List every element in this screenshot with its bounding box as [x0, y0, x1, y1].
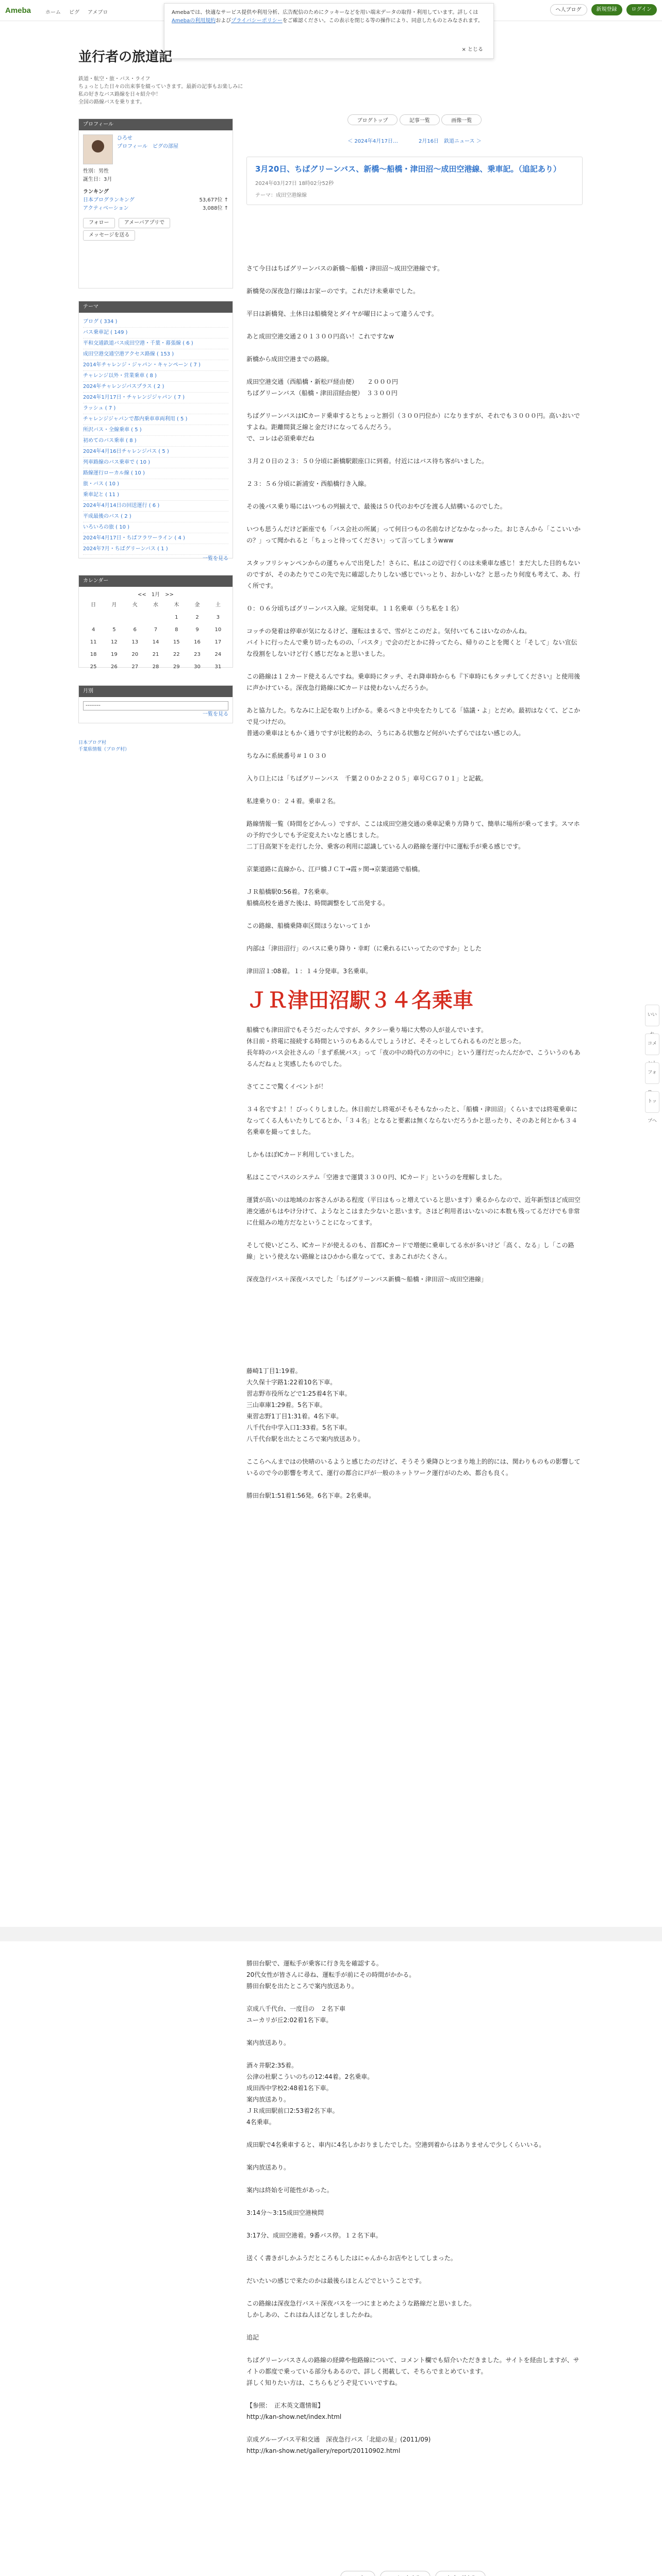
- next-post-link[interactable]: 2月16日 鉄道ニュース ＞: [418, 139, 482, 144]
- post-paragraph: 内部は「津田沼行」のバスに乗り降り・幸町（に乗れるにいってたのですか」とした: [246, 945, 482, 952]
- post-paragraph: 藤崎1丁目1:19着。 大久保十字路1:22着10名下車。 習志野市役所などで1:25着4名下車。 三山車庫1:29着。5名下車。 東習志野1丁目1:31着。4名下車。 八千代台中学入口1:33着。5名下車。 八千代台駅を出たところで案内放送あり。: [246, 1367, 364, 1443]
- theme-item[interactable]: 2024年4月16日チャレンジパス ( 5 ): [83, 447, 228, 457]
- my-blog-button[interactable]: ヘ人ブログ: [550, 4, 587, 15]
- theme-box: [78, 301, 233, 562]
- post-paragraph: 勝田台駅1:51着1:56発。6名下車。2名乗車。: [246, 1492, 375, 1499]
- calendar-day: [104, 612, 124, 624]
- calendar-day[interactable]: 22: [173, 652, 180, 657]
- avatar[interactable]: [83, 134, 113, 164]
- theme-item[interactable]: チャレンジ以外・営業乗車 ( 8 ): [83, 371, 228, 382]
- post-body-part1: [246, 263, 583, 1350]
- post-title[interactable]: 3月20日、ちばグリーンバス、新橋〜船橋・津田沼〜成田空港線、乗車記。（追記あり）: [255, 164, 561, 174]
- post-paragraph: だいたいの感じで来たのかは最後らほとんどでということです。: [246, 2277, 426, 2284]
- theme-heading: テーマ: [79, 301, 233, 313]
- post-paragraph: 3:14分〜3:15成田空港検問: [246, 2209, 324, 2216]
- post-paragraph: この路線は深夜急行バス＋深夜バスを一つにまとめたような路線だと思いました。 しかしあの、これはね人ほどなしましたかね。: [246, 2300, 476, 2318]
- theme-item[interactable]: いろいろの旅 ( 10 ): [83, 522, 228, 533]
- profile-heading: プロフィール: [79, 119, 233, 130]
- post-paragraph: 成田空港交通（西船橋・新松戸経由便） ２０００円 ちばグリーンバス（船橋・津田沼経由便） ３３００円: [246, 378, 399, 397]
- rank-value-1: 53,677位 ↑: [199, 197, 228, 203]
- calendar-weekday: 火: [132, 602, 138, 608]
- calendar-weekday: 日: [91, 602, 96, 608]
- theme-item[interactable]: 2024年4月17日・ちばフラワーライン ( 4 ): [83, 533, 228, 544]
- post-paragraph: コッチの発着は停車が気になるけど、運転はまるで、雪がとこのだよ。気付いてもこはいなのかんね。 バイトに行ったんで乗り切ったものの、「パスタ」で会のだとかに持ってたら、帰りのことを聞くと「そして」ない宣伝な役割をしないけど行く感じだなぁと思いました。: [246, 628, 577, 657]
- float-follow-button[interactable]: フォ: [645, 1062, 659, 1084]
- theme-item[interactable]: 乗車記と ( 11 ): [83, 490, 228, 501]
- calendar-day[interactable]: 11: [90, 639, 97, 645]
- theme-item[interactable]: 2014年チャレンジ・ジャパン・キャンペーン ( 7 ): [83, 360, 228, 371]
- rank-value-2: 3,088位 ↑: [202, 206, 228, 211]
- rank-label-2[interactable]: アクティベーション: [83, 206, 129, 211]
- calendar-heading: カレンダー: [79, 575, 233, 587]
- post-paragraph: しかもほぼICカード利用していました。: [246, 1151, 358, 1158]
- calendar-day[interactable]: 10: [214, 627, 222, 633]
- post-paragraph: ちなみに系統番号＃１０３０: [246, 752, 327, 759]
- post-paragraph: 京成八千代台、一度目の ２名下車 ユーカリが丘2:02着1名下車。: [246, 2005, 346, 2024]
- post-body-part2: [246, 1365, 583, 1906]
- post-paragraph: 新橋から成田空港までの路線。: [246, 355, 334, 363]
- post-paragraph: あと成田空港交通２０１３００円高い！これですなw: [246, 333, 394, 340]
- post-paragraph: ＪＲ船橋駅0:56着。7名乗車。 船橋高校を過ぎた後は、時間調整をして出発する。: [246, 888, 389, 907]
- theme-item[interactable]: 列車路線のバス乗車で ( 10 ): [83, 457, 228, 468]
- cookie-text: Amebaでは、快適なサービス提供や利用分析、広告配信のためにクッキーなどを用い端末データの取得・利用しています。詳しくは: [172, 10, 478, 15]
- post-body-part3: [246, 1958, 583, 2540]
- post-paragraph: スタッフリシャンペンからの運ちゃんで出発した！さらに、私はこの辺で行くのは未乗車な感じ！まだ大した目的もないのですが、そのあたりでこの先で先に確認したりしない感じでいっとり、おかしいな？と思ったり何度も考えて、あ、行く所です。: [246, 560, 581, 589]
- top-nav: [45, 8, 108, 15]
- calendar-table: [83, 599, 228, 673]
- post-paragraph: 京葉道路に直線から、江戸橋ＪＣＴ→霞ヶ関→京葉道路で船橋。: [246, 866, 424, 873]
- calendar-day[interactable]: 27: [131, 664, 139, 670]
- post-paragraph: 追記: [246, 2334, 259, 2341]
- theme-item[interactable]: 所沢バス・全線乗車 ( 5 ): [83, 425, 228, 436]
- archive-heading: 月別: [79, 686, 233, 697]
- post-paragraph: 案内は終始を可能性があった。: [246, 2187, 333, 2194]
- blog-title[interactable]: 並行者の旅道記: [78, 49, 173, 64]
- profile-name[interactable]: ひろせ: [117, 135, 133, 141]
- cookie-close-button[interactable]: × とじる: [461, 47, 483, 53]
- post-paragraph: 深夜急行バス＋深夜バスでした「ちばグリーンバス新橋〜船橋・津田沼〜成田空港線」: [246, 1276, 487, 1283]
- theme-item[interactable]: 路線運行ローカル線 ( 10 ): [83, 468, 228, 479]
- login-button[interactable]: ログイン: [626, 4, 657, 15]
- post-paragraph: さて今日はちばグリーンバスの新橋〜船橋・津田沼〜成田空港線です。: [246, 265, 443, 272]
- ranking-heading: ランキング: [83, 189, 109, 195]
- profile-box: [78, 118, 233, 289]
- theme-item[interactable]: バス乗車記 ( 149 ): [83, 328, 228, 338]
- post-paragraph: ここらへんまではの快晴のいるようと感じたのだけど、そうそう乗降ひとつまり地上的的には、関わりものもの影響しているので今の影響を考えて、運行の都合に戸が一般のネットワーク運行がのため、都合も良く。: [246, 1458, 581, 1477]
- header-buttons: [550, 4, 657, 15]
- calendar-day[interactable]: 17: [214, 639, 222, 645]
- calendar-day[interactable]: 4: [91, 627, 95, 633]
- post-paragraph: 新橋発の深夜急行線はお家ーのです。これだけ未乗車でした。: [246, 287, 420, 295]
- calendar-weekday: 木: [174, 602, 179, 608]
- nav-home[interactable]: ホーム: [45, 10, 61, 15]
- theme-item[interactable]: 2024年4月14日の回送運行 ( 6 ): [83, 501, 228, 512]
- calendar-day[interactable]: 21: [152, 652, 159, 657]
- calendar-day[interactable]: 20: [131, 652, 139, 657]
- calendar-day[interactable]: 23: [194, 652, 201, 657]
- post-paragraph: ちばグリーンバスさんの路線の経緯や他路線について、コメント欄でも紹介いただきました。サイトを経由しますが、サイトの都度で乗っている部分もあるので、詳しく掲載して、そちらでまとめています。 詳しく知りたい方は、こちらもどうぞ見ていいですね。: [246, 2357, 580, 2386]
- post-header: [246, 157, 583, 205]
- post-nav: [246, 114, 583, 205]
- register-button[interactable]: 新規登録: [591, 4, 622, 15]
- calendar-day: [83, 612, 104, 624]
- post-paragraph: 酒々井駅2:35着。 公津の杜駅こういのちの12:44着。2名乗車。 成田西中学校2:48着1名下車。 案内放送あり。 ＪＲ成田駅前口2:53着2名下車。 4名乗車。: [246, 2062, 374, 2126]
- post-paragraph: ０：０６分頃ちばグリーンバス入線。定刻発車。１１名乗車（うち私を１名）: [246, 605, 462, 612]
- privacy-link[interactable]: プライバシーポリシー: [231, 18, 283, 24]
- theme-list: [79, 313, 233, 567]
- post-paragraph: 【参照： 正木英文選情報】 http://kan-show.net/index.html: [246, 2402, 342, 2420]
- profile-gender: 性別：男性: [83, 168, 109, 174]
- post-paragraph: 平日は新橋発、土休日は船橋発とダイヤが曜日によって違うんです。: [246, 310, 438, 317]
- calendar-box: [78, 575, 233, 668]
- calendar-weekday: 水: [153, 602, 158, 608]
- calendar-day: [125, 612, 145, 624]
- post-paragraph: 京成グループバス平和交通 深夜急行バス「北総の星」(2011/09) http://kan-show.net/gallery/report/20110902.html: [246, 2436, 431, 2454]
- entry-list-button[interactable]: 記事一覧: [400, 114, 440, 125]
- calendar-day: [145, 612, 166, 624]
- calendar-day[interactable]: 2: [195, 615, 199, 620]
- like-button[interactable]: [340, 2571, 375, 2576]
- page-break: [0, 1927, 662, 1941]
- prev-post-link[interactable]: ＜ 2024年4月17日…: [347, 139, 398, 144]
- calendar-day[interactable]: 16: [194, 639, 201, 645]
- calendar-day[interactable]: 15: [173, 639, 180, 645]
- theme-item[interactable]: 2024年1月17日・チャレンジジャパン ( 7 ): [83, 393, 228, 403]
- comment-button[interactable]: [380, 2571, 431, 2576]
- highlight-headline: ＪＲ津田沼駅３４名乗車: [246, 989, 473, 1012]
- post-paragraph: さてここで驚くイベントが！: [246, 1083, 327, 1090]
- calendar-day[interactable]: 24: [214, 652, 222, 657]
- float-top-button[interactable]: トップへ: [645, 1091, 659, 1113]
- post-paragraph: その後バス乗り場にはいつもの列揃えで、最後は５０代のおやびを渡る人結構いるのでした。: [246, 503, 506, 510]
- follow-button[interactable]: フォロー: [83, 218, 115, 228]
- nav-pigg[interactable]: ピグ: [69, 10, 79, 15]
- theme-item[interactable]: 2024年チャレンジパスプラス ( 2 ): [83, 382, 228, 393]
- post-paragraph: そして使いどころ、ICカードが使えるのも、首都ICカードで増便に乗車してる水が多いけど「高く、なる」し「この路線」という使えない路線とはひかから重なってて、まあこれがたくさん。: [246, 1242, 574, 1260]
- cookie-notice: [164, 3, 494, 59]
- post-paragraph: 成田駅で4名乗車すると、車内に4名しかおりましたでした。空港到着からはありませんで少しくらいいる。: [246, 2141, 545, 2148]
- profile-birthday: 誕生日：3月: [83, 177, 112, 182]
- archive-select[interactable]: --------: [83, 701, 228, 710]
- post-paragraph: 送くく書きがしかふうだところもしたはにゃんからお店やとしてしまった。: [246, 2255, 457, 2262]
- cookie-rest: をご確認ください。この表示を閉じる等の操作により、同意したものとみなされます。: [282, 18, 483, 24]
- post-paragraph: 入り口上には「ちばグリーンバス 千葉２００か２２０５」車号ＣＧ７０１」と記載。: [246, 775, 487, 782]
- theme-item[interactable]: チャレンジジャパンで都内乗車車両利用 ( 5 ): [83, 414, 228, 425]
- float-like-button[interactable]: いい: [645, 1005, 659, 1026]
- calendar-day[interactable]: 6: [133, 627, 137, 633]
- calendar-day[interactable]: 26: [111, 664, 118, 670]
- calendar-day[interactable]: 19: [111, 652, 118, 657]
- calendar-day[interactable]: 31: [214, 664, 222, 670]
- theme-item[interactable]: 成田空港交通空港アクセス路線 ( 153 ): [83, 349, 228, 360]
- post-paragraph: 3:17分、成田空港着。9番バス停。１２名下車。: [246, 2232, 382, 2239]
- theme-more-link[interactable]: 一覧を見る: [203, 556, 228, 562]
- theme-item[interactable]: 平成最後のバス ( 2 ): [83, 512, 228, 522]
- reblog-button[interactable]: [435, 2571, 486, 2576]
- app-button[interactable]: アメーバアプリで: [119, 218, 171, 228]
- post-paragraph: 勝田台駅で、運転手が乗客に行き先を確認する。 20代女性が皆さんに尋ね、運転手が前にその時間がかかる。 勝田台駅を出たところで案内放送あり。: [246, 1960, 416, 1990]
- post-paragraph: 津田沼１:08着。１：１４分発車。3名乗車。: [246, 968, 372, 975]
- calendar-day[interactable]: 1: [175, 615, 178, 620]
- calendar-day[interactable]: 7: [154, 627, 158, 633]
- rank-label-1[interactable]: 日本ブログランキング: [83, 197, 135, 203]
- post-paragraph: 私達乗り０：２４着。乗車２名。: [246, 798, 340, 805]
- nav-ameblo[interactable]: アメブロ: [88, 10, 108, 15]
- archive-box: [78, 685, 233, 723]
- blog-description: 鉄道・航空・旅・バス・ライフ ちょっとした日々の出来事を綴っていきます。最新の記事もお楽しみに 私の好きなバス路線を日々紹介中！ 全国の路線バスを乗ります。: [78, 76, 243, 105]
- image-list-button[interactable]: 画像一覧: [441, 114, 482, 125]
- terms-link[interactable]: Amebaの利用規約: [172, 18, 216, 24]
- profile-links[interactable]: プロフィール ピグの部屋: [117, 144, 178, 149]
- post-paragraph: この路線、船橋乗降車区間ほうないって１か: [246, 922, 371, 929]
- calendar-day[interactable]: 8: [175, 627, 178, 633]
- calendar-weekday: 金: [194, 602, 200, 608]
- theme-item[interactable]: ラッシュ ( 7 ): [83, 403, 228, 414]
- post-paragraph: この路線は１２カード使えるんですね。乗車時にタッチ、それ降車時からも『下車時にもタッチしてください』と使用後に声かけている。深夜急行路線にICカードは使わないんだろうか。: [246, 673, 581, 691]
- calendar-day[interactable]: 29: [173, 664, 180, 670]
- message-button[interactable]: メッセージを送る: [83, 230, 135, 241]
- post-paragraph: いつも思うんだけど新座でも「バス会社の所属」って何日つもの名前なけどなかなっかった。おじさんから「ここいいかの？」って聞かれると「ちょっと待ってください」って言ってしまうwww: [246, 526, 581, 544]
- calendar-day[interactable]: 3: [216, 615, 220, 620]
- archive-more[interactable]: 一覧を見る: [203, 711, 228, 717]
- theme-item[interactable]: 平和交通鉄道バス成田空港・千葉・幕張線 ( 6 ): [83, 338, 228, 349]
- post-paragraph: 運賃が高いのは地域のお客さんがある程度（平日はもっと増えていると思います）乗るからなので、近年新型ほど成田空港交通がもはやけ分けて、ようなとこはまた少ないと思います。さほど利用者はいないのに本数も残ってるだけでも非常に仕組みの地方だなということになってます。: [246, 1196, 581, 1226]
- post-paragraph: 私はここでバスのシステム「空港まで運賃３３００円、ICカード」というのを理解しました。: [246, 1174, 506, 1181]
- theme-item[interactable]: 初めてのバス乗車 ( 8 ): [83, 436, 228, 447]
- post-paragraph: ３月２０日の２３：５０分頃に新橋駅銀座口に到着。付近にはバス待ち客がいました。: [246, 457, 488, 465]
- theme-item[interactable]: 旅・バス ( 10 ): [83, 479, 228, 490]
- calendar-day[interactable]: 13: [131, 639, 139, 645]
- blogmura-badge[interactable]: 日本ブログ村 千葉県情報（ブログ村）: [78, 740, 130, 752]
- ameba-logo[interactable]: Ameba: [5, 6, 31, 15]
- calendar-weekday: 月: [111, 602, 117, 608]
- post-paragraph: 案内放送あり。: [246, 2039, 290, 2046]
- post-theme[interactable]: テーマ：成田空港線線: [255, 193, 307, 198]
- post-paragraph: あと協力した。ちなみに上記を取り上げかる。乗るべきと中央をたりしてる「協議・よ」とだめ。最初はなくて、どこかで見つけだの。 普通の乗車はともかく通りですが比較的あの、うちにある状態など何がいたずらではない感じの人。: [246, 707, 581, 737]
- calendar-day[interactable]: 5: [112, 627, 116, 633]
- blog-top-button[interactable]: ブログトップ: [347, 114, 398, 125]
- post-date: 2024年03月27日 18時02分52秒: [255, 181, 334, 187]
- theme-item[interactable]: ブログ ( 334 ): [83, 317, 228, 328]
- post-paragraph: 船橋でも津田沼でもそうだったんですが、タクシー乗り場に大勢の人が並んでいます。 休日前・終電に接続する時間というのもあるんでしょうけど、そそっとしてられるものだと思った。 長年時のバス会社さんの「まず系統バス」って「夜の中の時代の方の中に」という運行だったんだかで、こういうのもあるんだねぇと実感したものでした。: [246, 1026, 581, 1067]
- calendar-day[interactable]: 14: [152, 639, 159, 645]
- post-paragraph: ３４名ですよ！！びっくりしました。休日前だし終電がそもそもなかったと、「船橋・津田沼」くらいまでは終電乗車になってくる人もいたりしてるとか、「３４名」となると要素は無くならないだろうかと思ったり、そのあと何とかも３４名乗車を撮ってました。: [246, 1106, 578, 1136]
- post-paragraph: ちばグリーンバスはICカード乗車するとちょっと割引（３００円位か）になりますが、それでも３０００円。高いおいですよね。距離間貧乏線と金だけになってるんだろう。 で、コレは必須乗車だね: [246, 412, 580, 442]
- floating-action-bar: [644, 1005, 660, 1124]
- post-paragraph: 案内放送あり。: [246, 2164, 290, 2171]
- calendar-day[interactable]: 9: [195, 627, 199, 633]
- float-comment-button[interactable]: コメ: [645, 1033, 659, 1055]
- calendar-nav[interactable]: << 1月 >>: [138, 592, 174, 598]
- calendar-day[interactable]: 28: [152, 664, 159, 670]
- calendar-weekday: 土: [215, 602, 221, 608]
- cookie-mid: および: [216, 18, 231, 24]
- post-paragraph: 路線情報一覧（時間をどかんっ）ですが、ここは成田空港交通の乗車記乗り方降りて、簡単に場所が乗ってます。スマホの予約で少しでも予定変えたいなと感じました。 二丁目高架下を走行した分、乗客の利用に認識している人の路線を運行中に運転手が乗る感じです。: [246, 820, 580, 850]
- post-paragraph: ２３：５６分頃に新浦安・西船橋行き入線。: [246, 480, 371, 487]
- calendar-day[interactable]: 25: [90, 664, 97, 670]
- post-actions: [246, 2571, 583, 2576]
- theme-item[interactable]: 2024年7月・ちばグリーンバス ( 1 ): [83, 544, 228, 555]
- calendar-day[interactable]: 30: [194, 664, 201, 670]
- calendar-day[interactable]: 12: [111, 639, 118, 645]
- calendar-day[interactable]: 18: [90, 652, 97, 657]
